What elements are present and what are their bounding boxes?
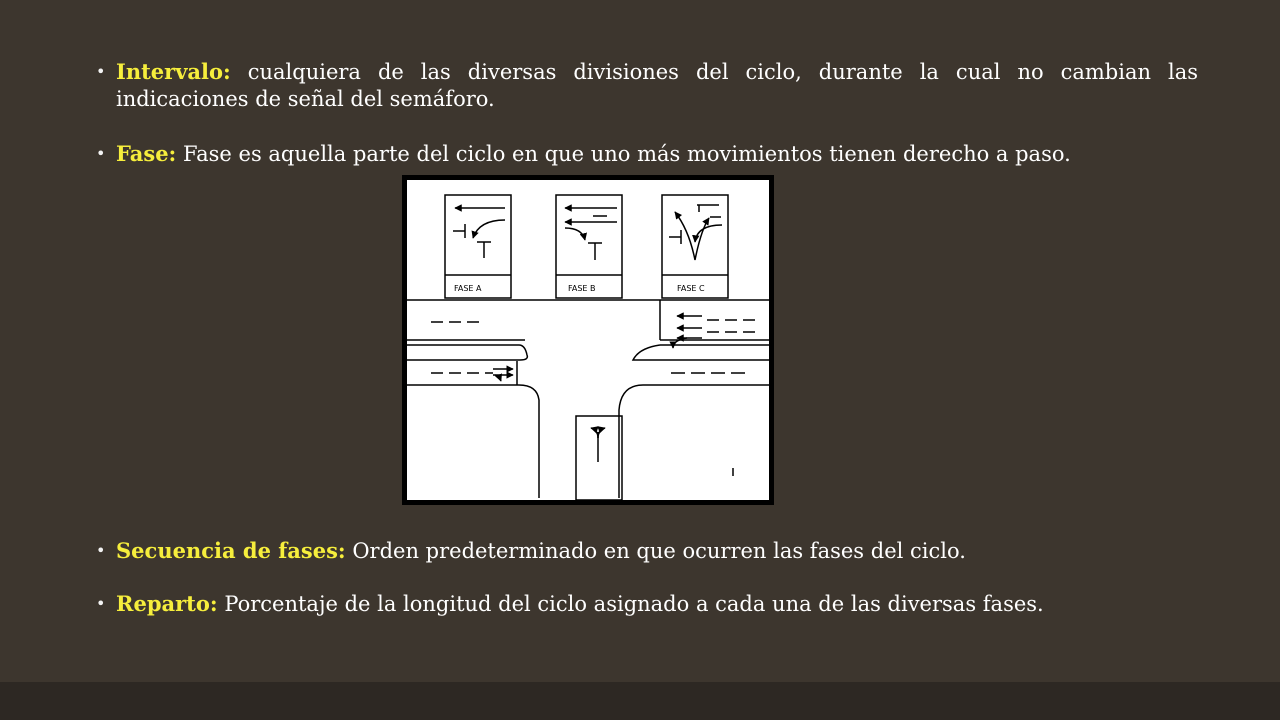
bullet-dot: • (96, 144, 106, 163)
phase-a-box (445, 195, 511, 298)
term-fase: Fase: (116, 141, 177, 166)
phase-diagram (402, 175, 774, 505)
term-secuencia: Secuencia de fases: (116, 538, 346, 563)
definition-fase: Fase es aquella parte del ciclo en que uno más movimientos tienen derecho a paso. (176, 142, 1071, 166)
phase-a-label: FASE A (454, 284, 482, 293)
bullet-dot: • (96, 62, 106, 81)
term-intervalo: Intervalo: (116, 59, 231, 84)
phase-c-box (662, 195, 728, 298)
phase-c-label: FASE C (677, 284, 705, 293)
definition-intervalo: cualquiera de las diversas divisiones del ciclo, durante la cual no cambian las indicaciones de señal del semáforo. (116, 60, 1198, 111)
bullet-secuencia (96, 537, 1198, 565)
main-road (407, 300, 769, 498)
definition-reparto: Porcentaje de la longitud del ciclo asignado a cada una de las diversas fases. (217, 592, 1044, 616)
definition-secuencia: Orden predeterminado en que ocurren las fases del ciclo. (345, 539, 966, 563)
bullet-intervalo (96, 58, 1198, 113)
phase-b-box (556, 195, 622, 298)
bullet-dot: • (96, 541, 106, 560)
term-reparto: Reparto: (116, 591, 218, 616)
side-street (576, 416, 733, 500)
footer-band (0, 682, 1280, 720)
bullet-dot: • (96, 594, 106, 613)
bullet-fase (96, 140, 1198, 168)
bullet-reparto (96, 590, 1198, 618)
intersection-diagram (407, 180, 769, 500)
phase-b-label: FASE B (568, 284, 596, 293)
